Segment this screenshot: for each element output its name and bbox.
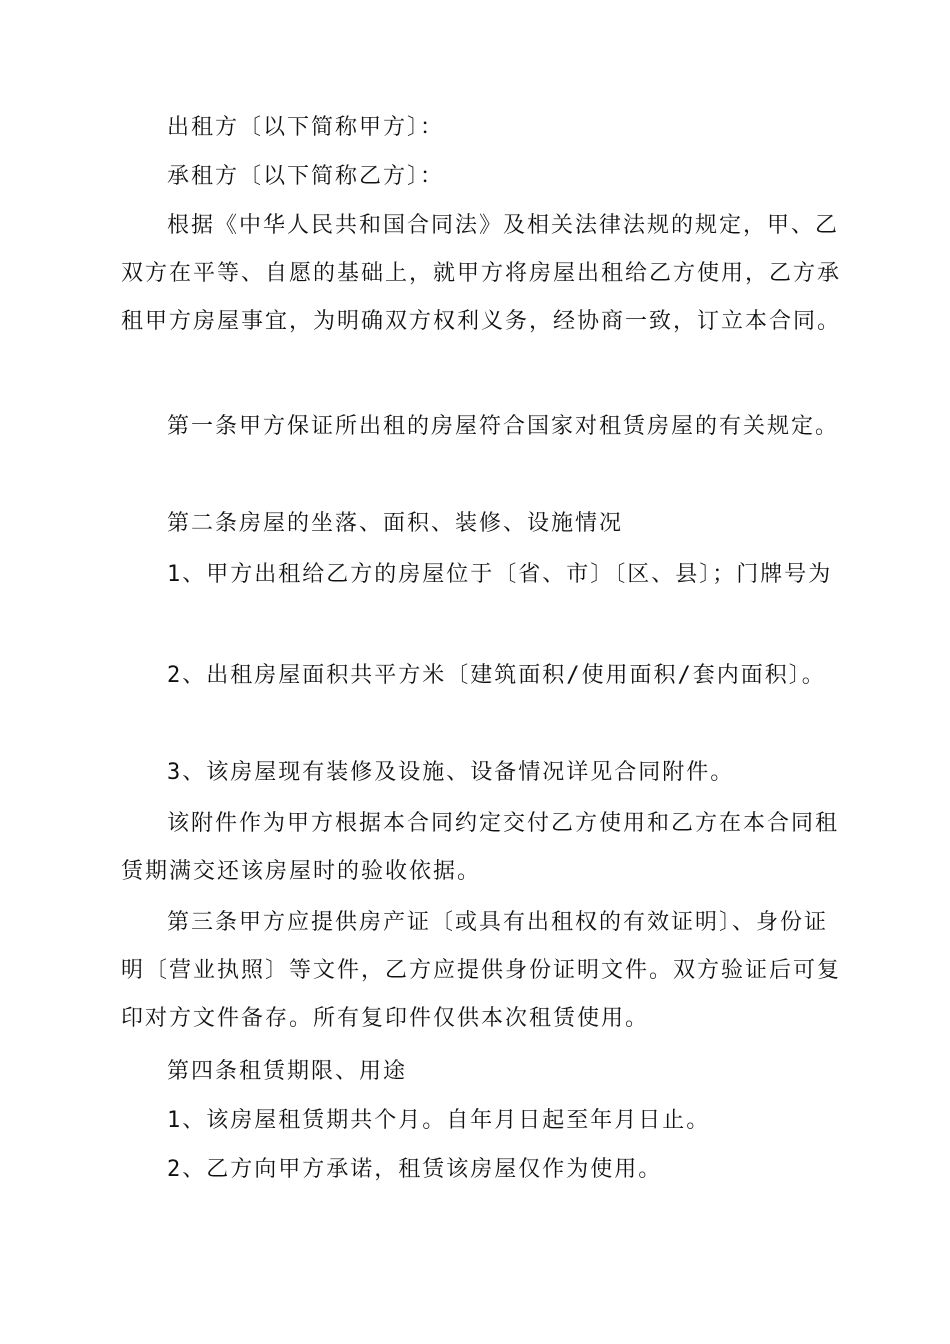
annex-paragraph: 该附件作为甲方根据本合同约定交付乙方使用和乙方在本合同租赁期满交还该房屋时的验收依据。 bbox=[121, 811, 840, 884]
article-two-item-3: 3、该房屋现有装修及设施、设备情况详见合同附件。 bbox=[167, 760, 735, 785]
article-three: 第三条甲方应提供房产证〔或具有出租权的有效证明〕、身份证明〔营业执照〕等文件，乙方应提供身份证明文件。双方验证后可复印对方文件备存。所有复印件仅供本次租赁使用。 bbox=[121, 910, 842, 1031]
article-four-item-2: 2、乙方向甲方承诺，租赁该房屋仅作为使用。 bbox=[167, 1157, 663, 1182]
article-two-item-2: 2、出租房屋面积共平方米〔建筑面积/使用面积/套内面积〕。 bbox=[167, 663, 826, 688]
article-one: 第一条甲方保证所出租的房屋符合国家对租赁房屋的有关规定。 bbox=[167, 414, 840, 439]
lessee-line: 承租方〔以下简称乙方〕： bbox=[167, 164, 445, 189]
article-four-heading: 第四条租赁期限、用途 bbox=[167, 1059, 408, 1084]
article-two-item-1: 1、甲方出租给乙方的房屋位于〔省、市〕〔区、县〕；门牌号为 bbox=[167, 562, 833, 587]
lessor-line: 出租方〔以下简称甲方〕： bbox=[167, 115, 445, 140]
preamble-paragraph: 根据《中华人民共和国合同法》及相关法律法规的规定，甲、乙双方在平等、自愿的基础上，就甲方将房屋出租给乙方使用，乙方承租甲方房屋事宜，为明确双方权利义务，经协商一致，订立本合同。 bbox=[121, 213, 842, 334]
article-four-item-1: 1、该房屋租赁期共个月。自年月日起至年月日止。 bbox=[167, 1108, 711, 1133]
article-two-heading: 第二条房屋的坐落、面积、装修、设施情况 bbox=[167, 511, 624, 536]
